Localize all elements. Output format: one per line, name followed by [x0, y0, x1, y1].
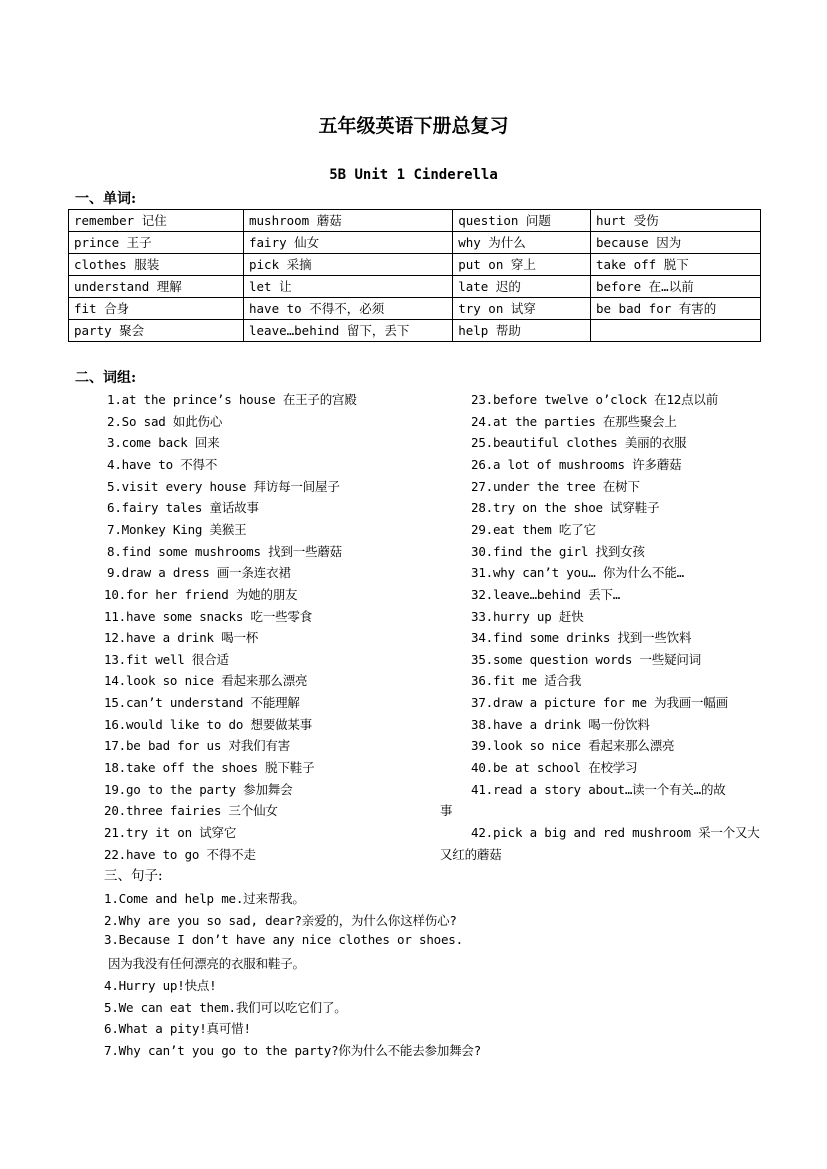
phrase-item: 31.why can’t you… 你为什么不能…	[471, 565, 684, 581]
vocab-cell: put on 穿上	[453, 254, 591, 276]
phrase-item: 14.look so nice 看起来那么漂亮	[104, 673, 308, 689]
phrase-item: 23.before twelve o’clock 在12点以前	[471, 392, 718, 407]
vocab-cell: let 让	[244, 276, 453, 298]
vocab-cell: try on 试穿	[453, 298, 591, 320]
unit-title: 5B Unit 1 Cinderella	[329, 167, 498, 183]
phrase-item: 9.draw a dress 画一条连衣裙	[107, 565, 291, 581]
vocab-row	[69, 298, 761, 320]
vocab-cell: because 因为	[590, 232, 760, 254]
phrase-item: 39.look so nice 看起来那么漂亮	[471, 738, 675, 754]
vocab-cell: understand 理解	[69, 276, 244, 298]
phrase-item: 26.a lot of mushrooms 许多蘑菇	[471, 456, 682, 472]
phrase-item: 15.can’t understand 不能理解	[104, 695, 300, 711]
vocab-cell: be bad for 有害的	[590, 298, 760, 320]
phrase-item: 28.try on the shoe 试穿鞋子	[471, 500, 660, 516]
phrase-item: 2.So sad 如此伤心	[107, 413, 223, 429]
vocab-row	[69, 254, 761, 276]
vocab-cell: fit 合身	[69, 298, 244, 320]
phrase-item: 42.pick a big and red mushroom 采一个又大	[471, 825, 760, 840]
phrase-item: 32.leave…behind 丢下…	[471, 586, 621, 602]
phrase-item: 38.have a drink 喝一份饮料	[471, 716, 650, 732]
sentence-item: 1.Come and help me.过来帮我。	[104, 891, 305, 906]
phrase-item: 16.would like to do 想要做某事	[104, 716, 313, 732]
vocab-row	[69, 276, 761, 298]
vocab-cell: pick 采摘	[244, 254, 453, 276]
phrase-item: 27.under the tree 在树下	[471, 478, 640, 494]
phrase-item: 10.for her friend 为她的朋友	[104, 586, 298, 602]
vocab-cell: remember 记住	[69, 210, 244, 232]
section-heading-sentences: 三、句子:	[104, 868, 163, 884]
phrase-item: 35.some question words 一些疑问词	[471, 651, 701, 667]
phrase-item: 33.hurry up 赶快	[471, 608, 584, 624]
vocab-cell: question 问题	[453, 210, 591, 232]
phrase-item: 25.beautiful clothes 美丽的衣服	[471, 435, 687, 451]
phrase-item: 36.fit me 适合我	[471, 673, 582, 689]
phrase-item: 24.at the parties 在那些聚会上	[471, 413, 677, 429]
phrase-item: 12.have a drink 喝一杯	[104, 630, 259, 646]
sentence-item: 7.Why can’t you go to the party?你为什么不能去参加舞会?	[104, 1042, 482, 1058]
vocab-cell: help 帮助	[453, 320, 591, 342]
phrase-item: 8.find some mushrooms 找到一些蘑菇	[107, 543, 342, 559]
phrase-item: 事	[440, 803, 453, 819]
phrase-item: 41.read a story about…读一个有关…的故	[471, 781, 726, 797]
phrase-item: 29.eat them 吃了它	[471, 521, 596, 537]
sentence-item: 4.Hurry up!快点!	[104, 977, 217, 993]
vocabulary-table	[68, 209, 761, 342]
vocab-cell: mushroom 蘑菇	[244, 210, 453, 232]
phrase-item: 20.three fairies 三个仙女	[104, 803, 278, 819]
phrase-item: 37.draw a picture for me 为我画一幅画	[471, 695, 728, 711]
phrase-item: 17.be bad for us 对我们有害	[104, 738, 291, 754]
vocab-cell: fairy 仙女	[244, 232, 453, 254]
phrase-item: 7.Monkey King 美猴王	[107, 521, 247, 537]
sentence-item: 6.What a pity!真可惜!	[104, 1021, 251, 1037]
sentence-item: 5.We can eat them.我们可以吃它们了。	[104, 999, 347, 1015]
section-heading-words: 一、单词:	[75, 191, 137, 207]
vocab-cell: before 在…以前	[590, 276, 760, 298]
page-title: 五年级英语下册总复习	[318, 115, 509, 137]
vocab-row	[69, 232, 761, 254]
vocab-cell: hurt 受伤	[590, 210, 760, 232]
phrase-item: 34.find some drinks 找到一些饮料	[471, 630, 692, 646]
vocab-cell: clothes 服装	[69, 254, 244, 276]
vocab-row	[69, 210, 761, 232]
phrase-item: 30.find the girl 找到女孩	[471, 543, 645, 559]
phrase-item: 又红的蘑菇	[440, 846, 502, 862]
sentence-item: 3.Because I don’t have any nice clothes or shoes.	[104, 932, 463, 948]
phrase-item: 11.have some snacks 吃一些零食	[104, 608, 313, 624]
vocab-row	[69, 320, 761, 342]
vocab-cell	[590, 320, 760, 342]
phrase-item: 19.go to the party 参加舞会	[104, 781, 293, 797]
sentence-item: 因为我没有任何漂亮的衣服和鞋子。	[108, 956, 305, 972]
phrase-item: 40.be at school 在校学习	[471, 760, 638, 776]
phrase-item: 21.try it on 试穿它	[104, 825, 237, 840]
vocab-cell: late 迟的	[453, 276, 591, 298]
sentence-item: 2.Why are you so sad, dear?亲爱的，为什么你这样伤心?	[104, 912, 457, 928]
phrase-item: 18.take off the shoes 脱下鞋子	[104, 760, 315, 776]
phrase-item: 6.fairy tales 童话故事	[107, 500, 259, 516]
vocab-cell: why 为什么	[453, 232, 591, 254]
phrase-item: 13.fit well 很合适	[104, 651, 229, 667]
vocab-cell: party 聚会	[69, 320, 244, 342]
phrase-item: 3.come back 回来	[107, 435, 220, 451]
vocab-cell: take off 脱下	[590, 254, 760, 276]
phrase-item: 22.have to go 不得不走	[104, 846, 256, 862]
vocab-cell: have to 不得不，必须	[244, 298, 453, 320]
vocab-cell: prince 王子	[69, 232, 244, 254]
phrase-item: 4.have to 不得不	[107, 456, 218, 472]
section-heading-phrases: 二、词组:	[75, 370, 137, 386]
vocab-cell: leave…behind 留下，丢下	[244, 320, 453, 342]
phrase-item: 1.at the prince’s house 在王子的宫殿	[107, 392, 357, 407]
phrase-item: 5.visit every house 拜访每一间屋子	[107, 478, 340, 494]
